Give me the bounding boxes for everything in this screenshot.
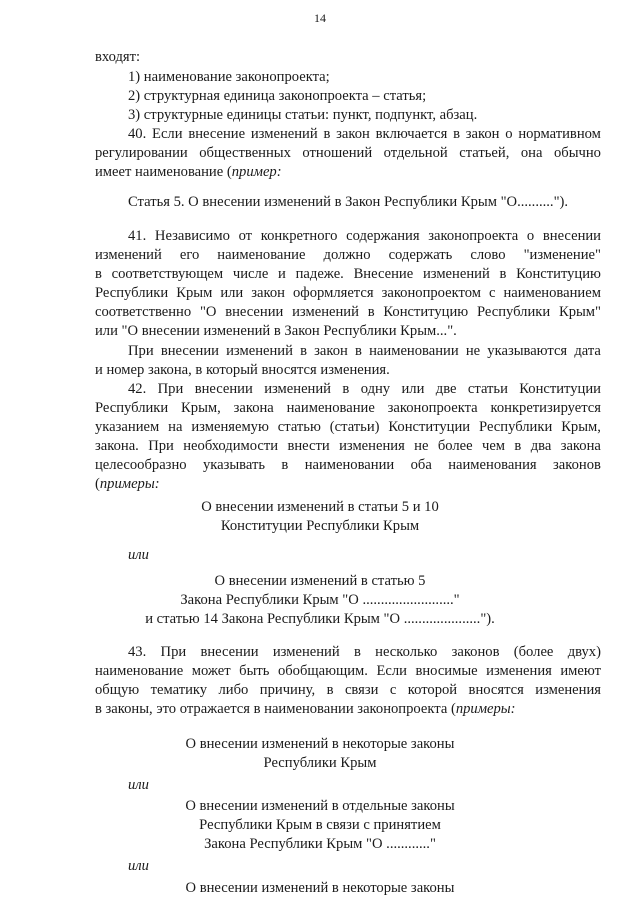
paragraph-line: целесообразно указывать в наименовании оба наименования законов — [95, 457, 601, 473]
paragraph-line: 40. Если внесение изменений в закон включается в закон о нормативном — [128, 126, 601, 142]
list-item: 2) структурная единица законопроекта – статья; — [128, 88, 427, 104]
paragraph-line: имеет наименование (пример: — [95, 164, 282, 180]
example-heading: Статья 5. О внесении изменений в Закон Республики Крым "О.........."). — [128, 194, 569, 210]
paragraph-line: закона. При необходимости внести изменения не более чем в два закона — [95, 438, 601, 454]
example-title-line: Закона Республики Крым "О ........................." — [180, 592, 460, 608]
paragraph-line: наименование может быть обобщающим. Если вносимые изменения имеют — [95, 663, 601, 679]
paragraph-line: (примеры: — [95, 476, 160, 492]
example-title-line: и статью 14 Закона Республики Крым "О ....................."). — [145, 611, 495, 627]
paragraph-line: Республики Крым или закон оформляется законопроектом с наименованием — [95, 285, 601, 301]
paragraph-line: 43. При внесении изменений в несколько законов (более двух) — [128, 644, 601, 660]
example-title-line: О внесении изменений в статьи 5 и 10 — [201, 499, 439, 515]
or-label: или — [128, 547, 149, 563]
paragraph-line: в соответствующем числе и падеже. Внесение изменений в Конституцию — [95, 266, 601, 282]
or-label: или — [128, 777, 149, 793]
example-title-line: О внесении изменений в некоторые законы — [185, 880, 455, 896]
paragraph-line: общую тематику либо причину, в связи с которой вносятся изменения — [95, 682, 601, 698]
paragraph-line: изменений его наименование должно содержать слово "изменение" — [95, 247, 601, 263]
paragraph-line: 41. Независимо от конкретного содержания законопроекта о внесении — [128, 228, 601, 244]
example-title-line: Закона Республики Крым "О ............" — [204, 836, 436, 852]
or-label: или — [128, 858, 149, 874]
page-number: 14 — [314, 11, 326, 25]
paragraph-line: Республики Крым, закона наименование законопроекта конкретизируется — [95, 400, 601, 416]
example-title-line: О внесении изменений в некоторые законы — [185, 736, 455, 752]
paragraph-line: соответственно "О внесении изменений в Конституцию Республики Крым" — [95, 304, 601, 320]
paragraph-line: регулировании общественных отношений отдельной статьей, она обычно — [95, 145, 601, 161]
paragraph-line: и номер закона, в который вносятся изменения. — [95, 362, 390, 378]
paragraph-line: 42. При внесении изменений в одну или две статьи Конституции — [128, 381, 601, 397]
example-title-line: О внесении изменений в статью 5 — [214, 573, 426, 589]
list-item: 1) наименование законопроекта; — [128, 69, 330, 85]
example-title-line: Конституции Республики Крым — [220, 518, 420, 534]
example-title-line: О внесении изменений в отдельные законы — [185, 798, 455, 814]
text-line: входят: — [95, 49, 141, 65]
paragraph-line: или "О внесении изменений в Закон Республики Крым...". — [95, 323, 457, 339]
list-item: 3) структурные единицы статьи: пункт, подпункт, абзац. — [128, 107, 478, 123]
paragraph-line: указанием на изменяемую статью (статьи) Конституции Республики Крым, — [95, 419, 601, 435]
example-title-line: Республики Крым — [263, 755, 377, 771]
example-title-line: Республики Крым в связи с принятием — [199, 817, 441, 833]
paragraph-line: в законы, это отражается в наименовании законопроекта (примеры: — [95, 701, 516, 717]
paragraph-line: При внесении изменений в закон в наименовании не указываются дата — [128, 343, 601, 359]
